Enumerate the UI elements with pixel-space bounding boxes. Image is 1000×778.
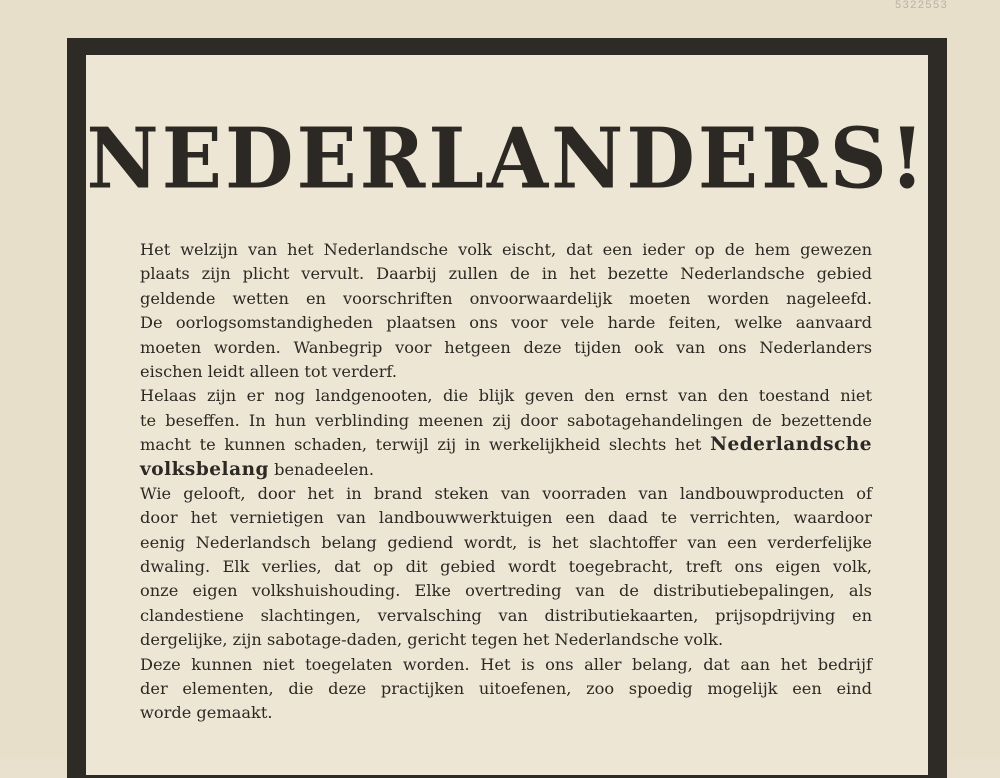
text-line: Het welzijn van het Nederlandsche volk eischt, dat een ieder op de hem gewezen <box>140 240 872 259</box>
poster-headline: NEDERLANDERS! <box>86 109 928 208</box>
text-segment: benadeelen. <box>268 459 374 479</box>
text-line: der elementen, die deze practijken uitoefenen, zoo spoedig mogelijk een eind <box>140 679 872 699</box>
text-segment: macht te kunnen schaden, terwijl zij in werkelijkheid slechts het <box>140 435 711 455</box>
emphasized-word: Nederlandsche <box>710 434 872 456</box>
text-line: plaats zijn plicht vervult. Daarbij zullen de in het bezette Nederlandsche gebied <box>140 264 872 284</box>
text-line: Deze kunnen niet toegelaten worden. Het is ons aller belang, dat aan het bedrijf <box>140 654 872 674</box>
text-line: te beseffen. In hun verblinding meenen zij door sabotagehandelingen de bezettende <box>140 410 872 430</box>
text-line: dergelijke, zijn sabotage-daden, gericht tegen het Nederlandsche volk. <box>140 630 724 650</box>
text-line: dwaling. Elk verlies, dat op dit gebied wordt toegebracht, treft ons eigen volk, <box>140 557 872 577</box>
text-line: eenig Nederlandsch belang gediend wordt, is het slachtoffer van een verderfelijke <box>140 532 872 552</box>
text-line: clandestiene slachtingen, vervalsching van distributiekaarten, prijsopdrijving en <box>140 605 872 625</box>
text-line: moeten worden. Wanbegrip voor hetgeen deze tijden ook van ons Nederlanders <box>140 337 872 357</box>
text-line-emphasis <box>140 433 872 457</box>
text-line: eischen leidt alleen tot verderf. <box>140 361 397 381</box>
text-line: Helaas zijn er nog landgenooten, die blijk geven den ernst van den toestand niet <box>140 386 872 406</box>
text-line: De oorlogsomstandigheden plaatsen ons voor vele harde feiten, welke aanvaard <box>140 313 872 333</box>
text-line: worde gemaakt. <box>140 703 273 723</box>
text-line: Wie gelooft, door het in brand steken van voorraden van landbouwproducten of <box>140 483 872 503</box>
text-line: geldende wetten en voorschriften onvoorwaardelijk moeten worden nageleefd. <box>140 288 872 308</box>
text-line: onze eigen volkshuishouding. Elke overtreding van de distributiebepalingen, als <box>140 581 872 601</box>
catalog-number: 5322553 <box>894 0 948 12</box>
text-line: door het vernietigen van landbouwwerktuigen een daad te verrichten, waardoor <box>140 508 872 528</box>
poster-body-text <box>140 238 872 726</box>
text-line-emphasis <box>140 458 872 482</box>
emphasized-word: volksbelang <box>140 458 269 480</box>
